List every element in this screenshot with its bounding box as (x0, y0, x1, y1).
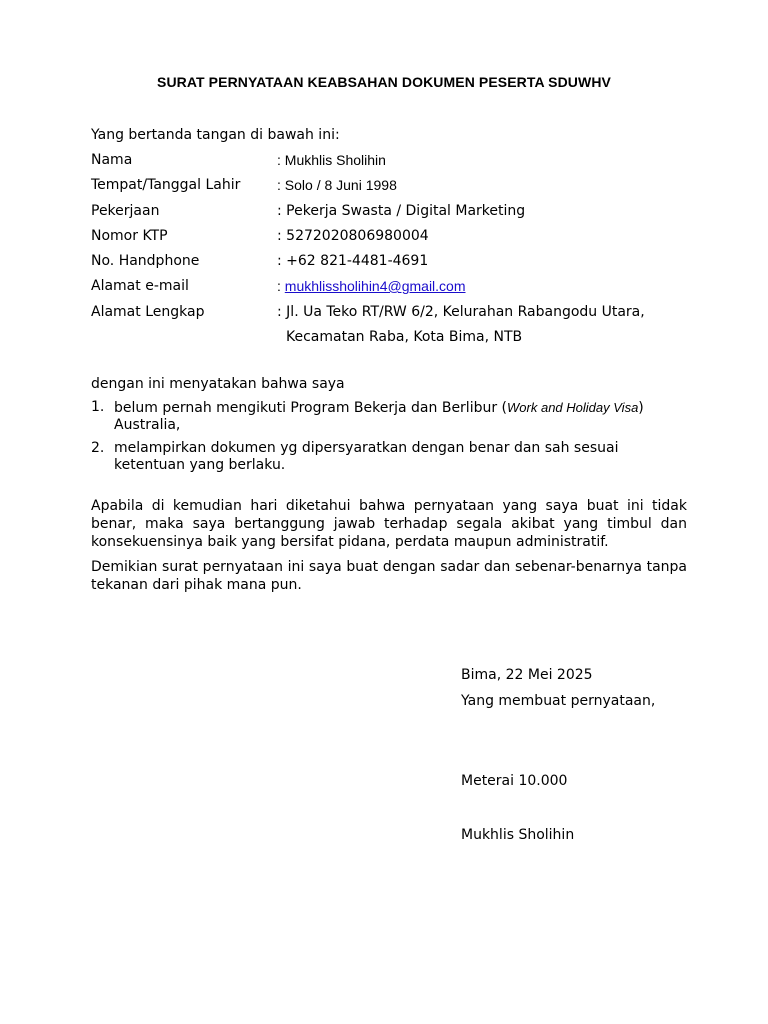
field-value-ktp: : 5272020806980004 (277, 228, 429, 244)
paragraph-consequence: Apabila di kemudian hari diketahui bahwa pernyataan yang saya buat ini tidak benar, maka saya bertanggung jawab terhadap segala akibat yang timbul dan konsekuensinya baik yang bersifat pidana, perdata maupun administratif. (91, 498, 687, 550)
field-value-alamat-line2: Kecamatan Raba, Kota Bima, NTB (286, 329, 523, 345)
document-title: SURAT PERNYATAAN KEABSAHAN DOKUMEN PESERTA SDUWHV (157, 74, 611, 90)
list-text: melampirkan dokumen yg dipersyaratkan dengan benar dan sah sesuai ketentuan yang berlaku. (114, 440, 619, 473)
stamp-label: Meterai 10.000 (461, 773, 568, 789)
field-value-email: : mukhlissholihin4@gmail.com (277, 278, 466, 294)
email-link[interactable]: mukhlissholihin4@gmail.com (284, 278, 466, 294)
signature-maker: Yang membuat pernyataan, (461, 693, 656, 709)
list-item (91, 399, 691, 435)
field-value-nama: : Mukhlis Sholihin (277, 152, 386, 168)
statement-intro: dengan ini menyatakan bahwa saya (91, 376, 345, 392)
list-italic-text: Work and Holiday Visa (507, 400, 639, 415)
field-value-handphone: : +62 821-4481-4691 (277, 253, 429, 269)
field-value-ttl: : Solo / 8 Juni 1998 (277, 177, 397, 193)
field-label-email: Alamat e-mail (91, 278, 189, 294)
field-value-pekerjaan: : Pekerja Swasta / Digital Marketing (277, 203, 526, 219)
signature-place-date: Bima, 22 Mei 2025 (461, 667, 593, 683)
paragraph-closing: Demikian surat pernyataan ini saya buat dengan sadar dan sebenar-benarnya tanpa tekanan dari pihak mana pun. (91, 559, 687, 593)
field-label-nama: Nama (91, 152, 133, 168)
field-label-ttl: Tempat/Tanggal Lahir (91, 177, 241, 193)
signatory-name: Mukhlis Sholihin (461, 827, 575, 843)
list-number: 1. (91, 399, 105, 415)
list-item (91, 440, 691, 476)
intro-text: Yang bertanda tangan di bawah ini: (91, 127, 340, 143)
field-label-handphone: No. Handphone (91, 253, 200, 269)
field-label-alamat: Alamat Lengkap (91, 304, 205, 320)
list-text: belum pernah mengikuti Program Bekerja dan Berlibur (Work and Holiday Visa) Australia, (114, 400, 644, 433)
field-label-pekerjaan: Pekerjaan (91, 203, 160, 219)
list-number: 2. (91, 440, 105, 456)
field-value-alamat: : Jl. Ua Teko RT/RW 6/2, Kelurahan Rabangodu Utara, (277, 304, 645, 320)
field-label-ktp: Nomor KTP (91, 228, 168, 244)
